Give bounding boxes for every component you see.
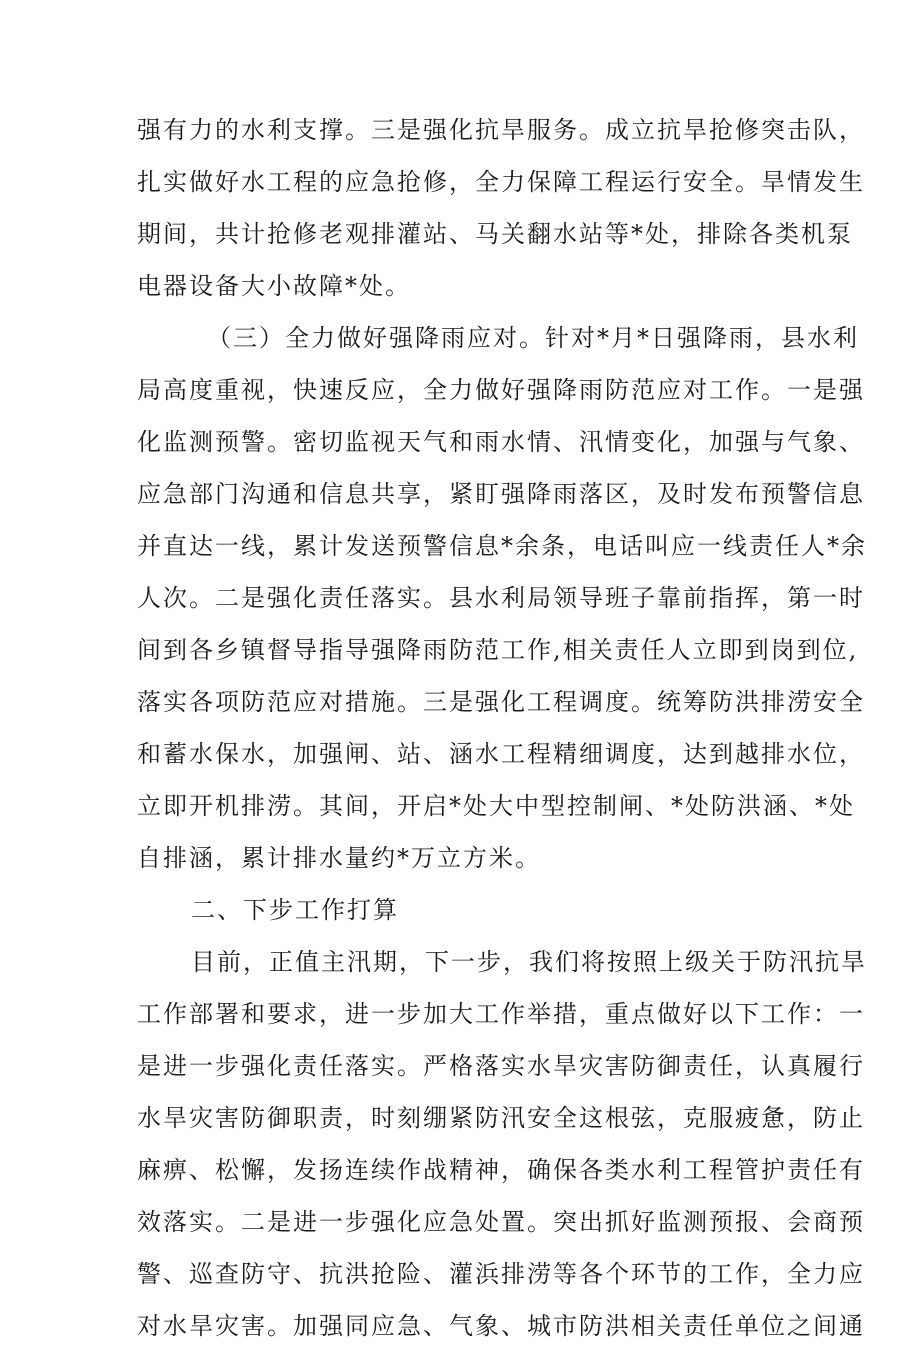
- text-line: 期间，共计抢修老观排灌站、马关翻水站等*处，排除各类机泵: [137, 220, 853, 248]
- text-line: 麻痹、松懈，发扬连续作战精神，确保各类水利工程管护责任有: [137, 1156, 865, 1184]
- section-heading: 二、下步工作打算: [191, 896, 399, 924]
- text-line: 人次。二是强化责任落实。县水利局领导班子靠前指挥，第一时: [137, 584, 865, 612]
- text-line: 立即开机排涝。其间，开启*处大中型控制闸、*处防洪涵、*处: [137, 792, 855, 820]
- paragraph-1: [137, 104, 865, 312]
- text-line: 并直达一线，累计发送预警信息*余条，电话叫应一线责任人*余: [137, 532, 867, 560]
- text-line: 工作部署和要求，进一步加大工作举措，重点做好以下工作：一: [137, 1000, 865, 1028]
- text-line: 应急部门沟通和信息共享，紧盯强降雨落区，及时发布预警信息: [137, 480, 865, 508]
- document-body: [137, 104, 867, 1352]
- text-line: 局高度重视，快速反应，全力做好强降雨防范应对工作。一是强: [137, 376, 865, 404]
- text-line: 强有力的水利支撑。三是强化抗旱服务。成立抗旱抢修突击队，: [137, 116, 865, 144]
- text-line: 警、巡查防守、抗洪抢险、灌浜排涝等各个环节的工作，全力应: [137, 1260, 865, 1288]
- text-line: 水旱灾害防御职责，时刻绷紧防汛安全这根弦，克服疲惫，防止: [137, 1104, 865, 1132]
- text-line: 目前，正值主汛期，下一步，我们将按照上级关于防汛抗旱: [191, 948, 867, 976]
- text-line: 电器设备大小故障*处。: [137, 272, 411, 300]
- text-line: 对水旱灾害。加强同应急、气象、城市防洪相关责任单位之间通: [137, 1312, 865, 1340]
- text-line: 和蓄水保水，加强闸、站、涵水工程精细调度，达到越排水位，: [137, 740, 865, 768]
- section-subheading-line: （三）全力做好强降雨应对。针对*月*日强降雨，县水利: [207, 324, 859, 352]
- text-line: 效落实。二是进一步强化应急处置。突出抓好监测预报、会商预: [137, 1208, 865, 1236]
- paragraph-2: [137, 312, 867, 884]
- paragraph-3: [137, 936, 867, 1352]
- text-line: 化监测预警。密切监视天气和雨水情、汛情变化，加强与气象、: [137, 428, 865, 456]
- text-line: 自排涵，累计排水量约*万立方米。: [137, 844, 541, 872]
- text-line: 间到各乡镇督导指导强降雨防范工作,相关责任人立即到岗到位,: [137, 636, 859, 664]
- text-line: 落实各项防范应对措施。三是强化工程调度。统筹防洪排涝安全: [137, 688, 865, 716]
- text-line: 扎实做好水工程的应急抢修，全力保障工程运行安全。旱情发生: [137, 168, 865, 196]
- text-line: 是进一步强化责任落实。严格落实水旱灾害防御责任，认真履行: [137, 1052, 865, 1080]
